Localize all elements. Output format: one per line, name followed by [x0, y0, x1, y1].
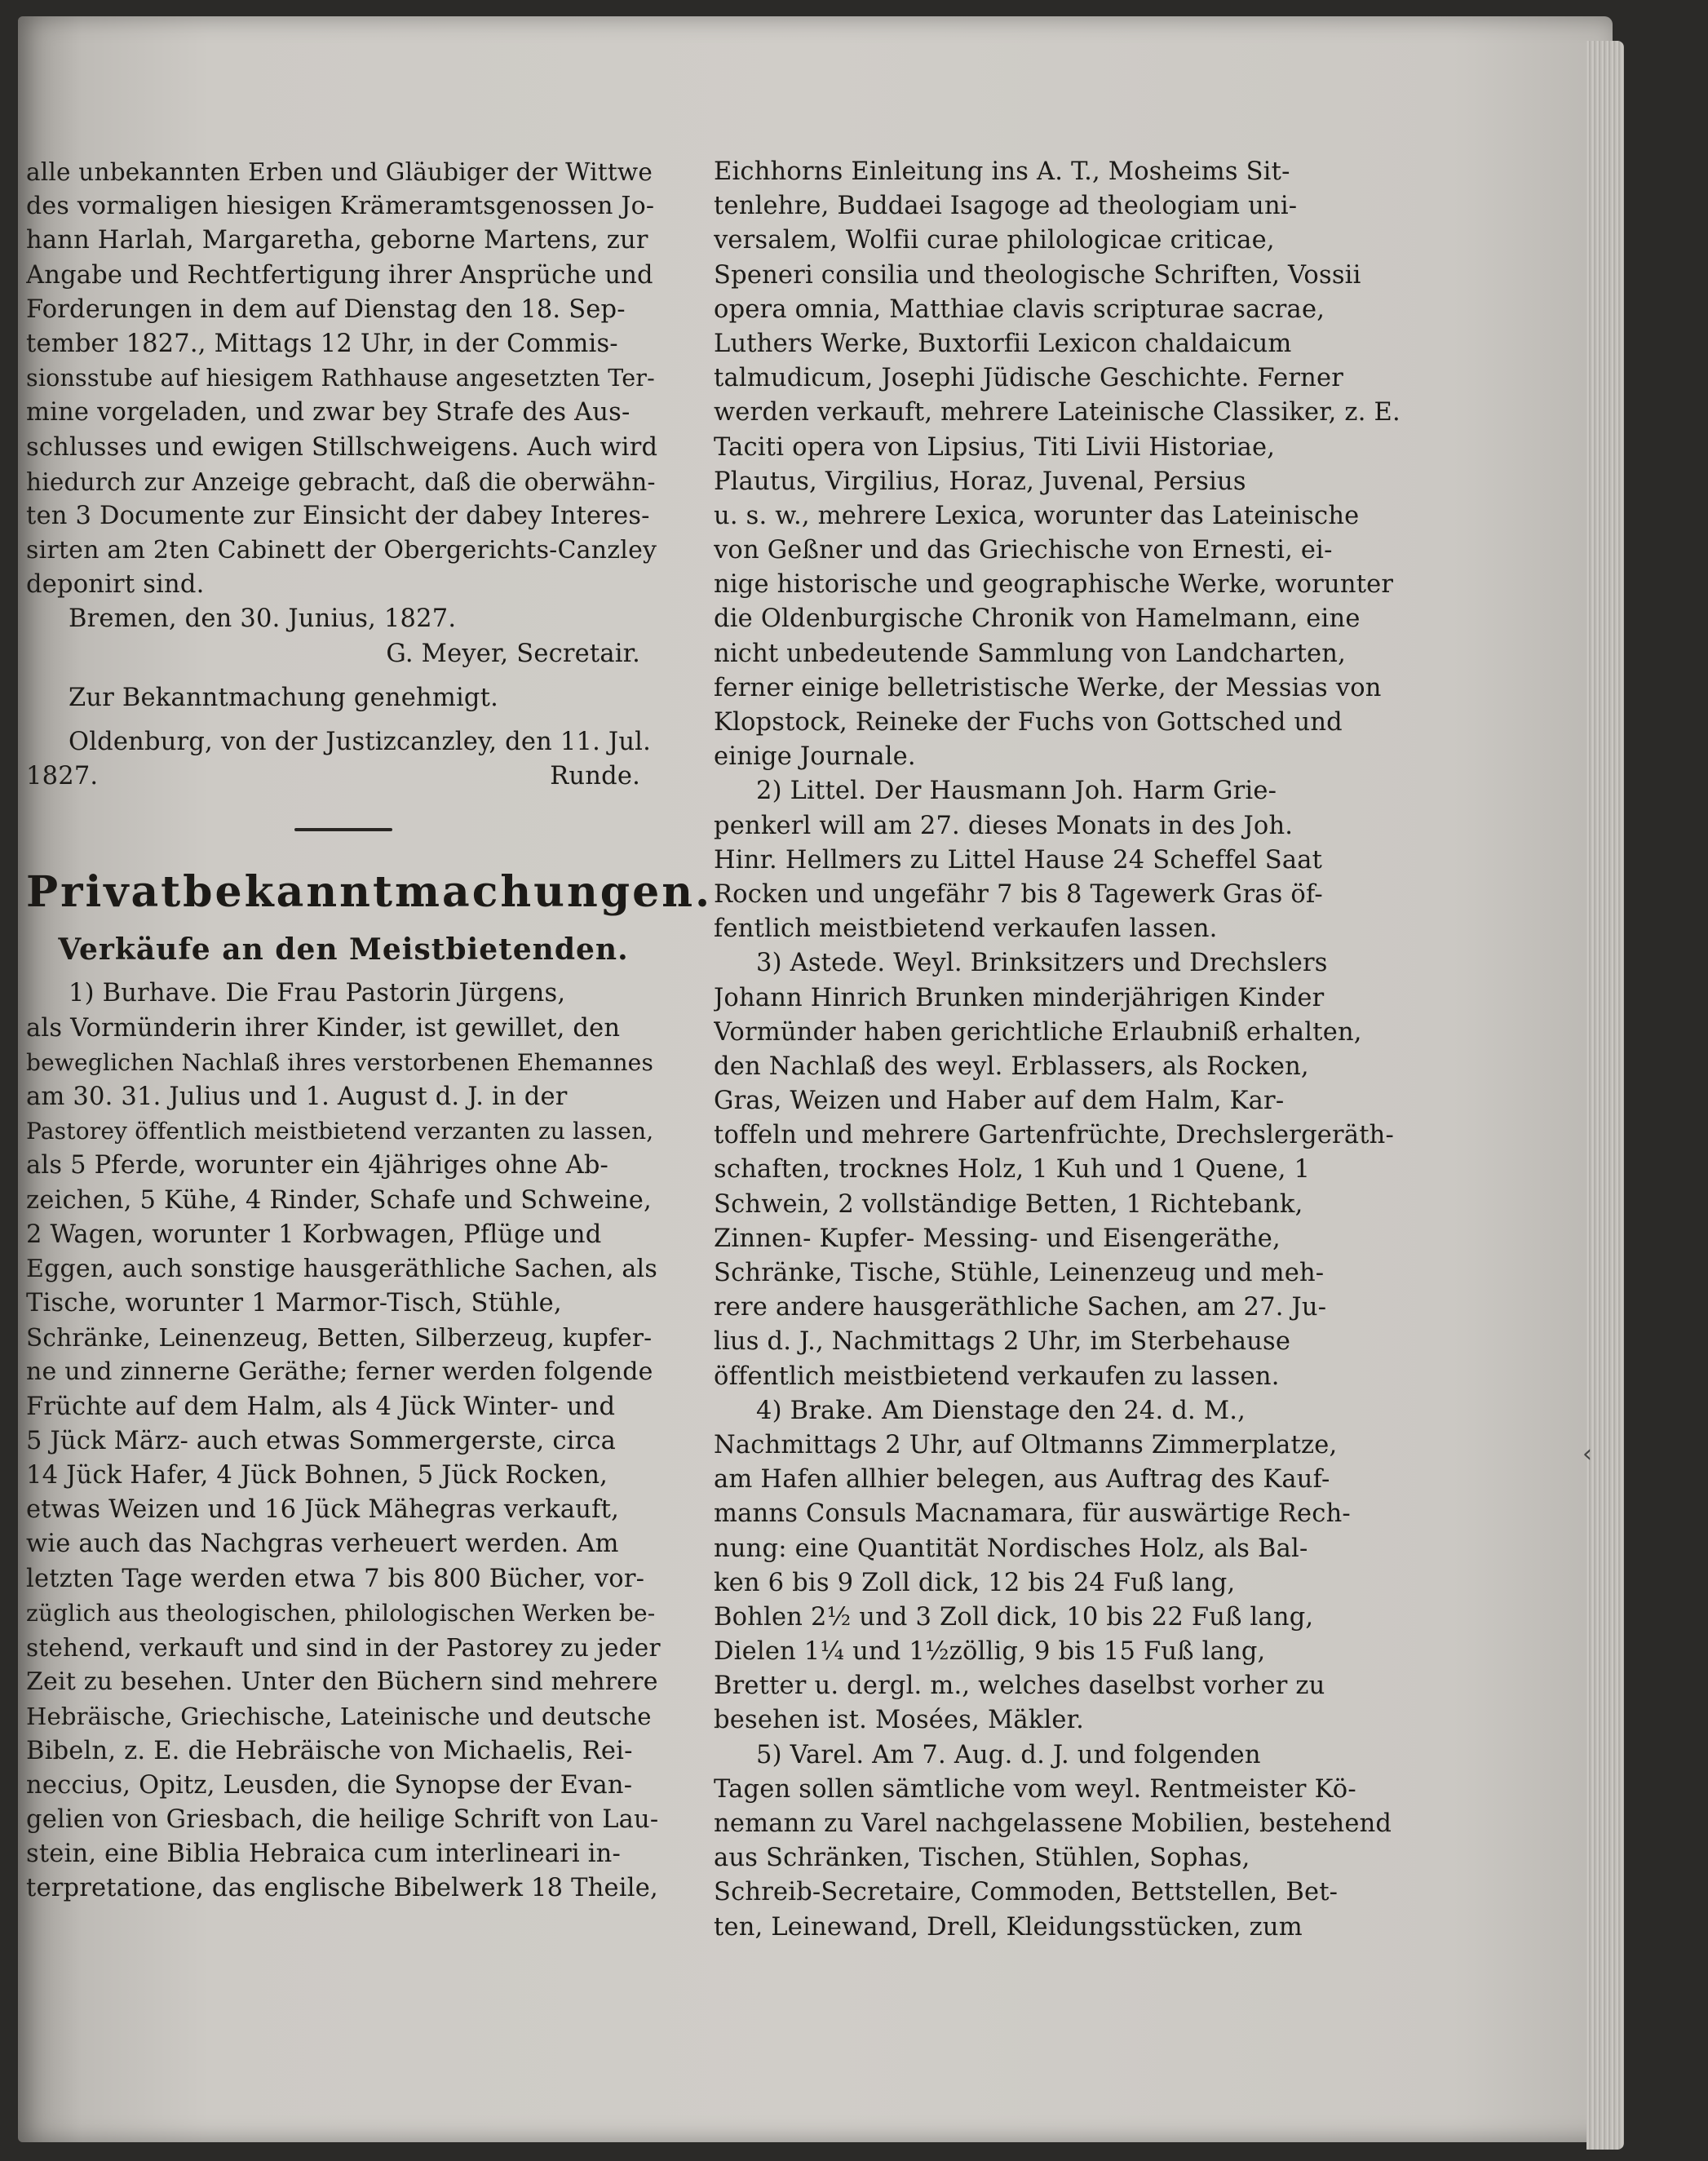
text-line: Früchte auf dem Halm, als 4 Jück Winter- und	[26, 1392, 616, 1421]
oldenburg-year-line	[26, 759, 661, 794]
text-line: ten, Leinewand, Drell, Kleidungsstücken, zum	[714, 1912, 1303, 1942]
text-line: Schwein, 2 vollständige Betten, 1 Richtebank,	[714, 1189, 1303, 1219]
text-line: als 5 Pferde, worunter ein 4jähriges ohne Ab-	[26, 1151, 609, 1180]
text-line: 3) Astede. Weyl. Brinksitzers und Drechslers	[756, 949, 1328, 978]
text-line: fentlich meistbietend verkaufen lassen.	[714, 914, 1218, 944]
signature: G. Meyer, Secretair.	[386, 639, 640, 668]
text-line: hiedurch zur Anzeige gebracht, daß die oberwähn-	[26, 467, 656, 496]
text-line: Nachmittags 2 Uhr, auf Oltmanns Zimmerplatze,	[714, 1430, 1338, 1459]
text-line: gelien von Griesbach, die heilige Schrift von Lau-	[26, 1805, 659, 1834]
text-line: den Nachlaß des weyl. Erblassers, als Rocken,	[714, 1052, 1309, 1081]
text-line: züglich aus theologischen, philologischen Werken be-	[26, 1599, 656, 1627]
section-subheading: Verkäufe an den Meistbietenden.	[58, 932, 629, 968]
text-line: terpretatione, das englische Bibelwerk 18 Theile,	[26, 1874, 658, 1903]
text-line: nung: eine Quantität Nordisches Holz, als Bal-	[714, 1534, 1308, 1563]
text-line: Luthers Werke, Buxtorfii Lexicon chaldaicum	[714, 329, 1292, 358]
text-line: 5 Jück März- auch etwas Sommergerste, circa	[26, 1426, 616, 1455]
text-line: 4) Brake. Am Dienstage den 24. d. M.,	[756, 1396, 1246, 1425]
text-line: mine vorgeladen, und zwar bey Strafe des Aus-	[26, 398, 631, 427]
text-line: Eggen, auch sonstige hausgeräthliche Sachen, als	[26, 1254, 657, 1283]
text-line: am 30. 31. Julius und 1. August d. J. in der	[26, 1082, 568, 1111]
page-edge	[1586, 41, 1624, 2150]
burhave-notice	[26, 976, 661, 1906]
text-line: Rocken und ungefähr 7 bis 8 Tagewerk Gras öf-	[714, 879, 1323, 909]
varel-notice	[714, 1738, 1448, 1945]
text-line: beweglichen Nachlaß ihres verstorbenen Ehemannes	[26, 1048, 654, 1076]
text-line: Schränke, Tische, Stühle, Leinenzeug und meh-	[714, 1259, 1325, 1287]
text-line: versalem, Wolfii curae philologicae criticae,	[714, 226, 1275, 255]
text-line: Eichhorns Einleitung ins A. T., Mosheims Sit-	[714, 157, 1290, 186]
text-line: sionsstube auf hiesigem Rathhause angesetzten Ter-	[26, 365, 655, 392]
text-line: Tagen sollen sämtliche vom weyl. Rentmeister Kö-	[714, 1774, 1356, 1804]
text-line: rere andere hausgeräthliche Sachen, am 27. Ju-	[714, 1293, 1327, 1322]
text-line: Schreib-Secretaire, Commoden, Bettstellen, Bet-	[714, 1878, 1339, 1907]
text-line: Plautus, Virgilius, Horaz, Juvenal, Persius	[714, 467, 1246, 496]
text-line: manns Consuls Macnamara, für auswärtige Rech-	[714, 1499, 1351, 1529]
text-line: Hebräische, Griechische, Lateinische und deutsche	[26, 1703, 652, 1731]
text-line: Dielen 1¼ und 1½zöllig, 9 bis 15 Fuß lang,	[714, 1637, 1266, 1667]
right-column	[714, 155, 1448, 1945]
text-line: Schränke, Leinenzeug, Betten, Silberzeug, kupfer-	[26, 1324, 653, 1353]
text-line: u. s. w., mehrere Lexica, worunter das Lateinische	[714, 501, 1360, 530]
text-line: zeichen, 5 Kühe, 4 Rinder, Schafe und Schweine,	[26, 1185, 652, 1215]
text-line: toffeln und mehrere Gartenfrüchte, Drechslergeräth-	[714, 1121, 1395, 1150]
text-line: öffentlich meistbietend verkaufen zu lassen.	[714, 1362, 1280, 1391]
text-line: des vormaligen hiesigen Krämeramtsgenossen Jo-	[26, 192, 655, 221]
text-line: werden verkauft, mehrere Lateinische Classiker, z. E.	[714, 398, 1400, 427]
text-line: von Geßner und das Griechische von Ernesti, ei-	[714, 536, 1333, 565]
text-line: nige historische und geographische Werke, worunter	[714, 570, 1394, 600]
text-line: Angabe und Rechtfertigung ihrer Ansprüche und	[26, 260, 653, 290]
text-line: schaften, trocknes Holz, 1 Kuh und 1 Quene, 1	[714, 1155, 1311, 1185]
text-line: Johann Hinrich Brunken minderjährigen Kinder	[714, 983, 1325, 1012]
text-line: besehen ist. Mosées, Mäkler.	[714, 1706, 1084, 1735]
place-date: Bremen, den 30. Junius, 1827.	[69, 604, 457, 634]
text-line: letzten Tage werden etwa 7 bis 800 Bücher, vor-	[26, 1564, 645, 1593]
text-line: Tische, worunter 1 Marmor-Tisch, Stühle,	[26, 1289, 562, 1318]
section-divider	[294, 828, 392, 831]
text-line: stein, eine Biblia Hebraica cum interlineari in-	[26, 1840, 622, 1869]
littel-notice	[714, 774, 1448, 946]
text-line: Gras, Weizen und Haber auf dem Halm, Kar-	[714, 1087, 1285, 1116]
books-list	[714, 155, 1448, 774]
section-heading: Privatbekanntmachungen.	[26, 867, 713, 918]
text-line: Forderungen in dem auf Dienstag den 18. Sep-	[26, 294, 626, 324]
left-column	[26, 155, 713, 1906]
text-line: Zinnen- Kupfer- Messing- und Eisengeräthe,	[714, 1224, 1281, 1253]
text-line: 5) Varel. Am 7. Aug. d. J. und folgenden	[756, 1740, 1261, 1769]
text-line: tember 1827., Mittags 12 Uhr, in der Commis-	[26, 329, 618, 358]
text-line: die Oldenburgische Chronik von Hamelmann, eine	[714, 604, 1361, 634]
text-line: wie auch das Nachgras verheuert werden. Am	[26, 1530, 619, 1559]
text-line: schlusses und ewigen Stillschweigens. Auch wird	[26, 432, 658, 462]
text-line: ne und zinnerne Geräthe; ferner werden folgende	[26, 1357, 653, 1387]
text-line: 2) Littel. Der Hausmann Joh. Harm Grie-	[756, 777, 1277, 806]
text-line: nicht unbedeutende Sammlung von Landcharten,	[714, 639, 1347, 668]
text-line: Zeit zu besehen. Unter den Büchern sind mehrere	[26, 1667, 658, 1697]
text-line: 14 Jück Hafer, 4 Jück Bohnen, 5 Jück Rocken,	[26, 1461, 608, 1490]
text-line: Hinr. Hellmers zu Littel Hause 24 Scheffel Saat	[714, 845, 1323, 875]
approval-note: Zur Bekanntmachung genehmigt.	[69, 683, 498, 712]
text-line: Vormünder haben gerichtliche Erlaubniß erhalten,	[714, 1017, 1362, 1047]
text-line: ken 6 bis 9 Zoll dick, 12 bis 24 Fuß lang,	[714, 1568, 1236, 1597]
text-line: ferner einige belletristische Werke, der Messias von	[714, 673, 1382, 702]
text-line: nemann zu Varel nachgelassene Mobilien, bestehend	[714, 1809, 1392, 1838]
text-line: am Hafen allhier belegen, aus Auftrag des Kauf-	[714, 1465, 1330, 1495]
text-line: penkerl will am 27. dieses Monats in des Joh.	[714, 811, 1294, 840]
text-line: aus Schränken, Tischen, Stühlen, Sophas,	[714, 1844, 1250, 1873]
text-line: Speneri consilia und theologische Schriften, Vossii	[714, 260, 1361, 290]
text-line: Taciti opera von Lipsius, Titi Livii Historiae,	[714, 432, 1276, 462]
text-line: tenlehre, Buddaei Isagoge ad theologiam uni-	[714, 192, 1298, 221]
text-line: hann Harlah, Margaretha, geborne Martens, zur	[26, 226, 648, 255]
astede-notice	[714, 946, 1448, 1393]
text-line: opera omnia, Matthiae clavis scripturae sacrae,	[714, 294, 1325, 324]
text-line: neccius, Opitz, Leusden, die Synopse der Evan-	[26, 1770, 633, 1800]
text-line: Bretter u. dergl. m., welches daselbst vorher zu	[714, 1672, 1325, 1701]
text-line: 2 Wagen, worunter 1 Korbwagen, Pflüge und	[26, 1220, 602, 1249]
oldenburg-year: 1827.	[26, 762, 99, 791]
text-line: etwas Weizen und 16 Jück Mähegras verkauft,	[26, 1495, 619, 1525]
text-line: Klopstock, Reineke der Fuchs von Gottsched und	[714, 708, 1343, 737]
oldenburg-signer: Runde.	[550, 762, 640, 791]
text-line: einige Journale.	[714, 742, 916, 772]
text-line: deponirt sind.	[26, 570, 205, 600]
text-line: Bibeln, z. E. die Hebräische von Michaelis, Rei-	[26, 1736, 633, 1765]
oldenburg-line: Oldenburg, von der Justizcanzley, den 11. Jul.	[69, 728, 652, 756]
brake-notice	[714, 1394, 1448, 1738]
text-line: alle unbekannten Erben und Gläubiger der Wittwe	[26, 158, 653, 186]
text-line: stehend, verkauft und sind in der Pastorey zu jeder	[26, 1633, 661, 1662]
text-line: Pastorey öffentlich meistbietend verzanten zu lassen,	[26, 1118, 654, 1145]
text-line: talmudicum, Josephi Jüdische Geschichte. Ferner	[714, 364, 1344, 393]
notice-text	[26, 155, 661, 602]
text-line: sirten am 2ten Cabinett der Obergerichts-Canzley	[26, 536, 657, 565]
text-line: lius d. J., Nachmittags 2 Uhr, im Sterbehause	[714, 1327, 1291, 1357]
text-line: ten 3 Documente zur Einsicht der dabey Interes-	[26, 501, 650, 530]
text-line: als Vormünderin ihrer Kinder, ist gewillet, den	[26, 1013, 621, 1043]
text-line: Bohlen 2½ und 3 Zoll dick, 10 bis 22 Fuß lang,	[714, 1602, 1314, 1632]
margin-mark: ‹	[1582, 1440, 1592, 1468]
text-line: 1) Burhave. Die Frau Pastorin Jürgens,	[69, 979, 566, 1008]
